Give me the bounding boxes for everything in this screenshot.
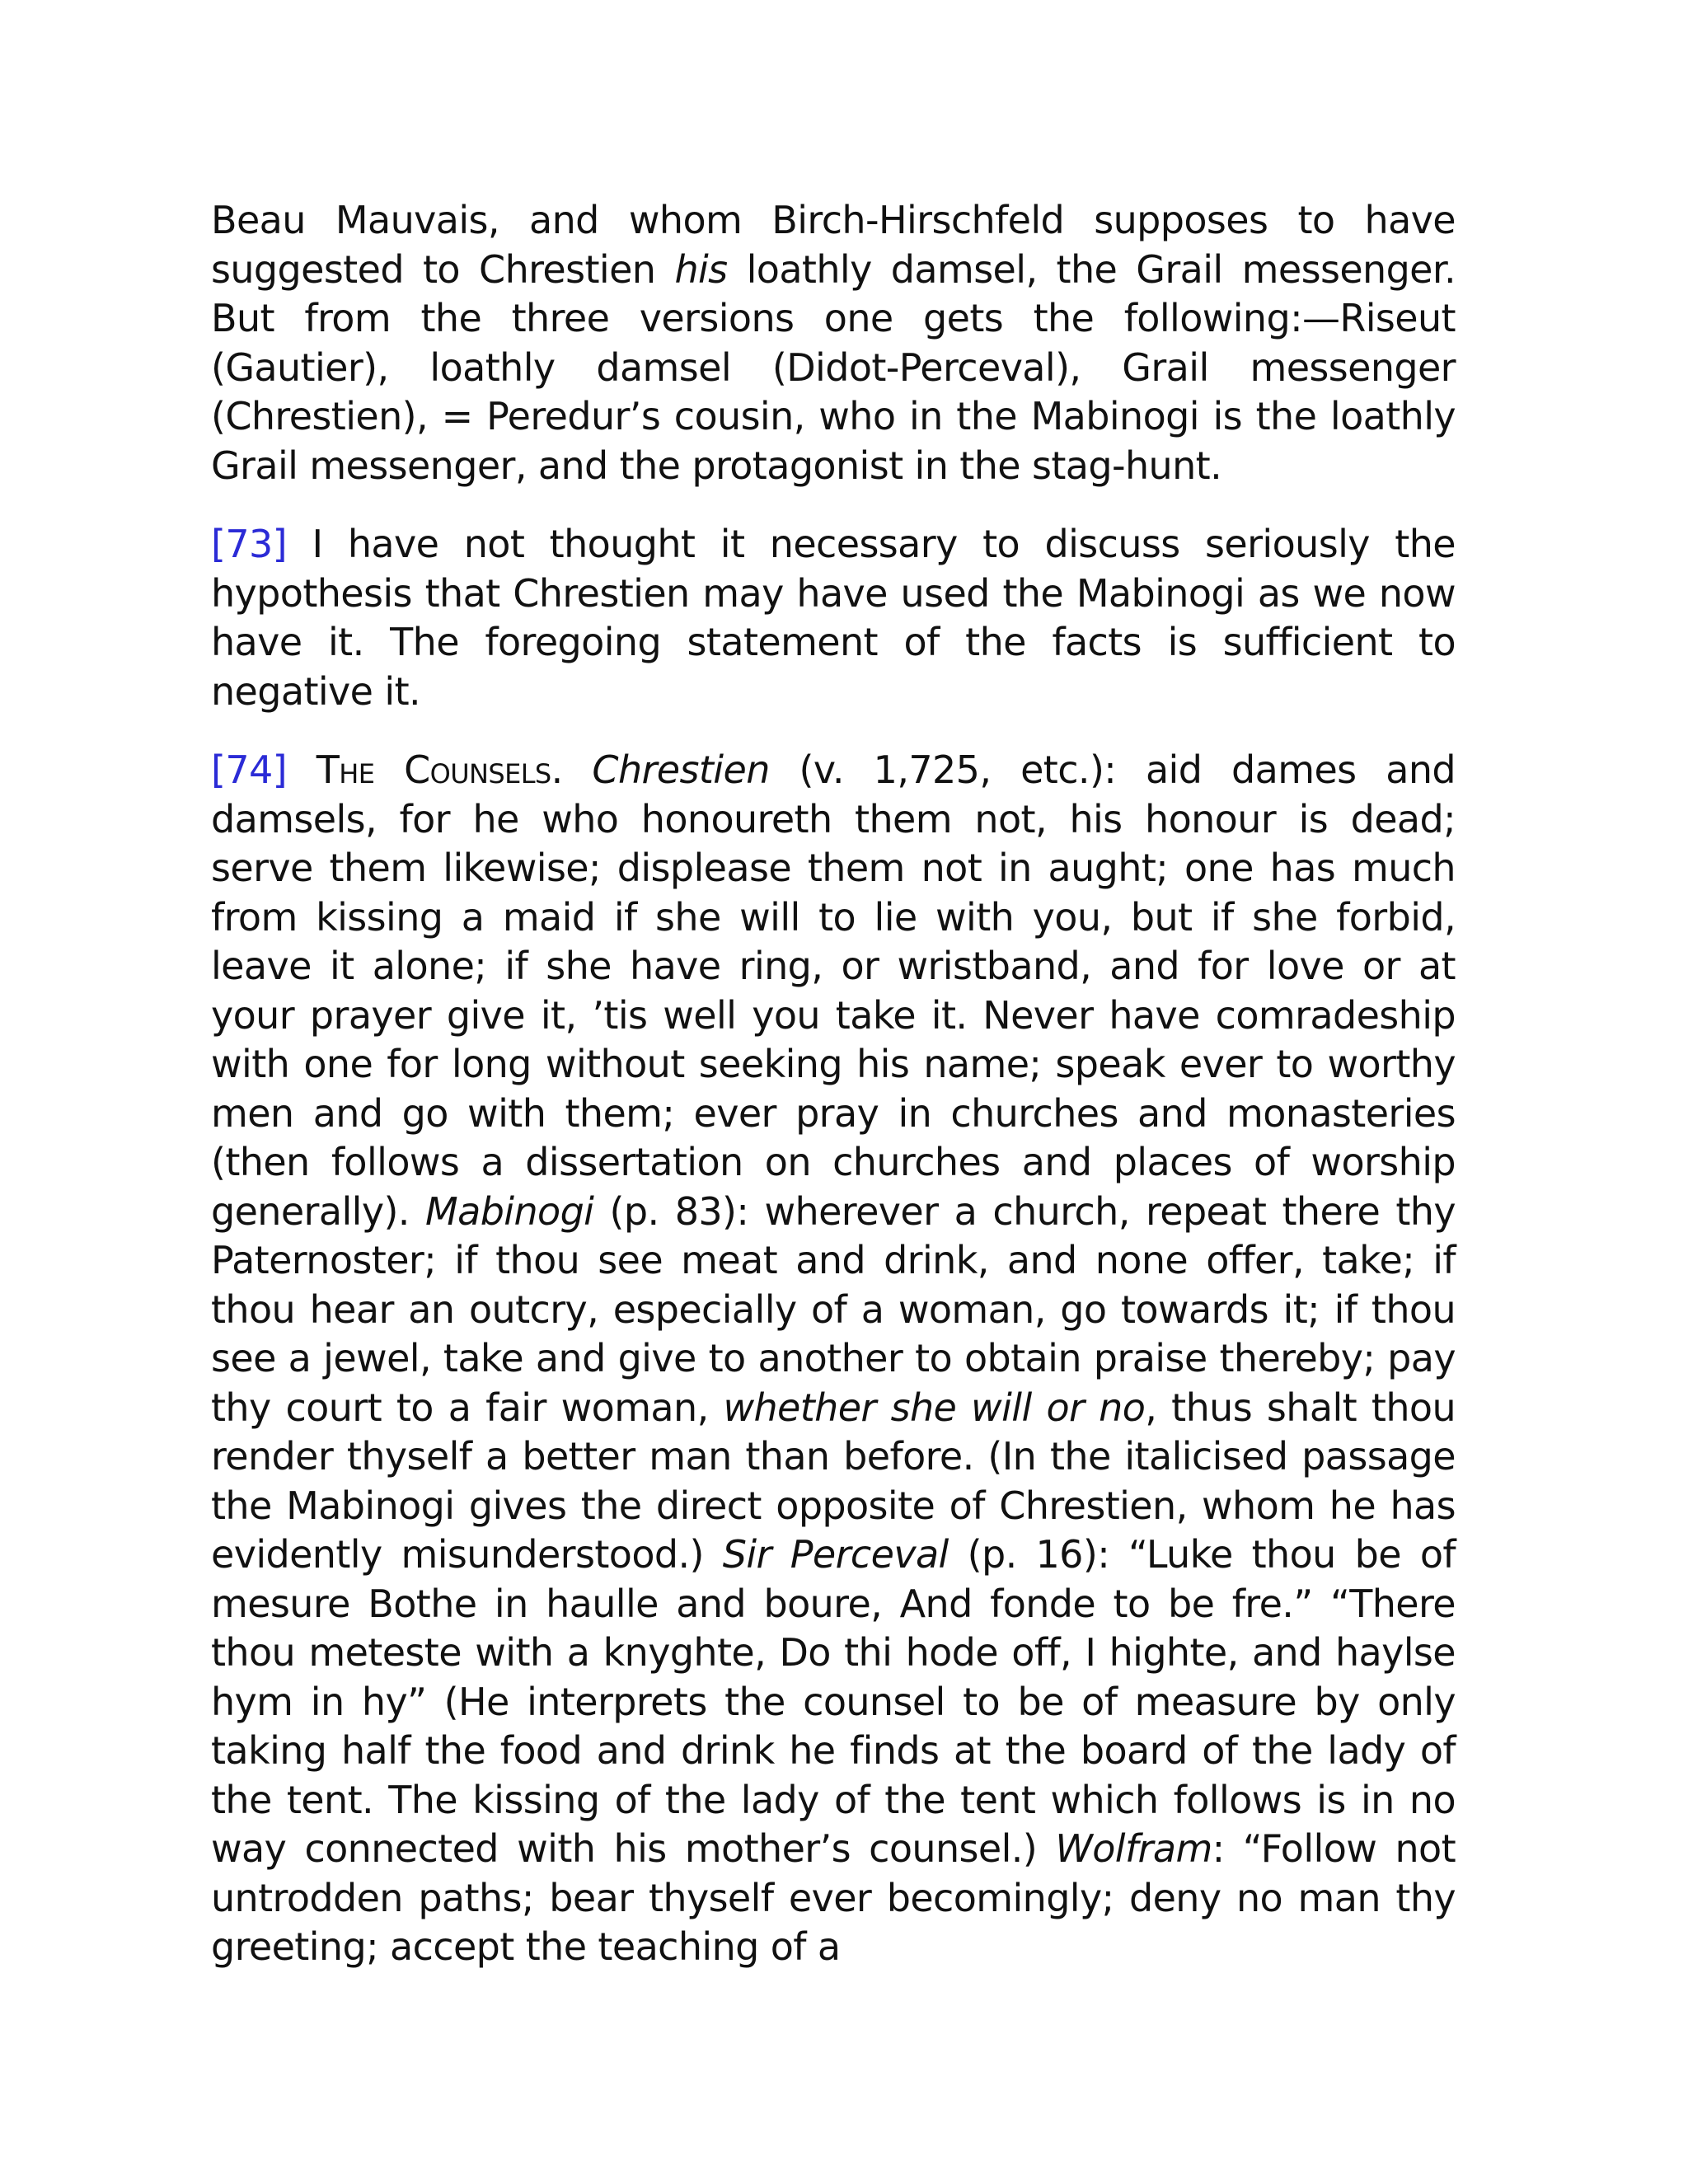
text-run: , thus shalt thou render thyself a better man than before. (In the italicised passage the Mabinogi gives the direct opposite of Chrestien, whom he has evidently misunderstood.) bbox=[211, 1385, 1456, 1577]
italic-text: Wolfram bbox=[1055, 1826, 1212, 1871]
text-run: Beau Mauvais, and whom Birch-Hirschfeld supposes to have suggested to Chrestien bbox=[211, 198, 1456, 292]
text-run: . bbox=[551, 748, 593, 792]
italic-text: Mabinogi bbox=[425, 1188, 594, 1234]
body-paragraph bbox=[211, 196, 1456, 490]
text-run: I have not thought it necessary to discuss seriously the hypothesis that Chrestien may have used the Mabinogi as we now have it. The foregoing statement of the facts is sufficient to negative it. bbox=[211, 522, 1456, 714]
italic-text: Sir Perceval bbox=[722, 1532, 949, 1577]
text-run: (p. 83): wherever a church, repeat there thy Paternoster; if thou see meat and drink, and none offer, take; if thou hear an outcry, especially of a woman, go towards it; if thou see a jewel, take and give to another to obtain praise thereby; pay thy court to a fair woman, bbox=[211, 1188, 1456, 1430]
text-run: (v. 1,725, etc.): aid dames and damsels, for he who honoureth them not, his honour is dead; serve them likewise; displease them not in aught; one has much from kissing a maid if she will to lie with you, but if she forbid, leave it alone; if she have ring, or wristband, and for love or at your prayer give it, ’tis well you take it. Never have comradeship with one for long without seeking his name; speak ever to worthy men and go with them; ever pray in churches and monasteries (then follows a dissertation on churches and places of worship generally). bbox=[211, 748, 1456, 1234]
body-paragraph bbox=[211, 746, 1456, 1972]
text-run: (p. 16): “Luke thou be of mesure Bothe in haulle and boure, And fonde to be fre.” “There thou meteste with a knyghte, Do thi hode off, I highte, and haylse hym in hy” (He interprets the counsel to be of measure by only taking half the food and drink he finds at the board of the lady of the tent. The kissing of the lady of the tent which follows is in no way connected with his mother’s counsel.) bbox=[211, 1532, 1456, 1871]
document-page bbox=[211, 196, 1456, 2002]
footnote-anchor-link[interactable]: [73] bbox=[211, 522, 288, 566]
text-run: : “Follow not untrodden paths; bear thyself ever becomingly; deny no man thy greeting; accept the teaching of a bbox=[211, 1826, 1456, 1969]
italic-text: whether she will or no bbox=[723, 1385, 1146, 1430]
section-heading-smallcaps: The Counsels bbox=[316, 748, 551, 792]
text-run bbox=[287, 748, 316, 792]
footnote-anchor-link[interactable]: [74] bbox=[211, 748, 288, 792]
text-run: loathly damsel, the Grail messenger. But from the three versions one gets the following:—Riseut (Gautier), loathly damsel (Didot-Perceval), Grail messenger (Chrestien), = Peredur’s cousin, who in the Mabinogi is the loathly Grail messenger, and the protagonist in the stag-hunt. bbox=[211, 246, 1456, 488]
italic-text: Chrestien bbox=[592, 748, 770, 792]
body-paragraph bbox=[211, 520, 1456, 716]
italic-text: his bbox=[674, 246, 728, 292]
